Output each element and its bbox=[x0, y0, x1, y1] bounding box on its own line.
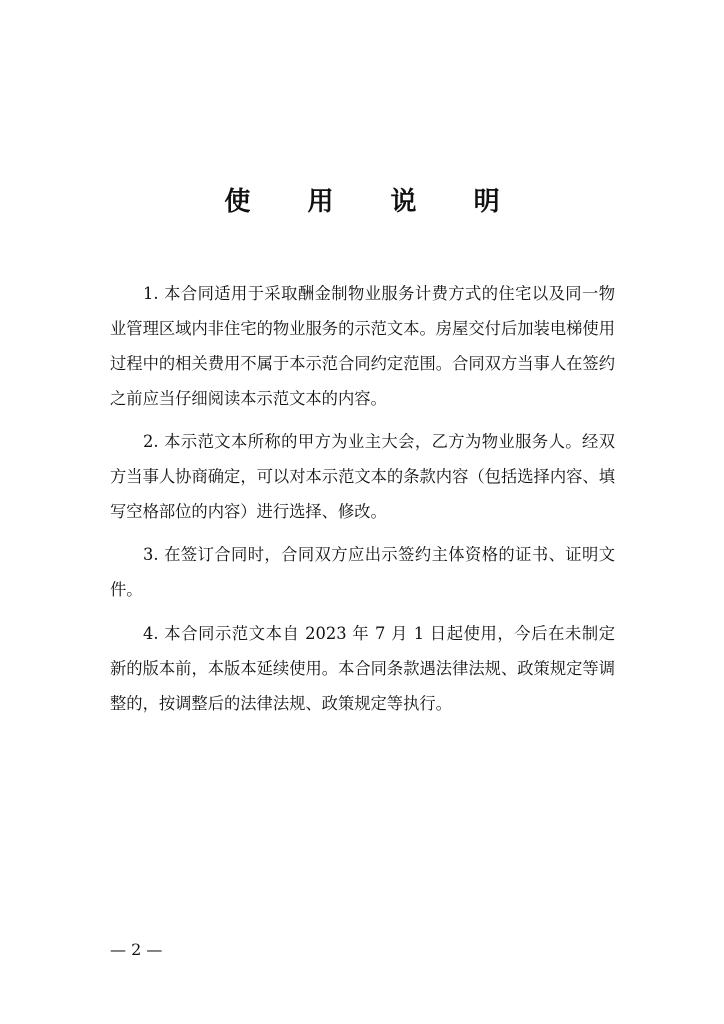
instruction-paragraph-2: 2. 本示范文本所称的甲方为业主大会，乙方为物业服务人。经双方当事人协商确定，可以对本示范文本的条款内容（包括选择内容、填写空格部位的内容）进行选择、修改。 bbox=[110, 432, 615, 521]
instruction-paragraph-4: 4. 本合同示范文本自 2023 年 7 月 1 日起使用，今后在未制定新的版本前，本版本延续使用。本合同条款遇法律法规、政策规定等调整的，按调整后的法律法规、政策规定等执行。 bbox=[110, 624, 615, 713]
instruction-paragraph-1: 1. 本合同适用于采取酬金制物业服务计费方式的住宅以及同一物业管理区域内非住宅的物业服务的示范文本。房屋交付后加装电梯使用过程中的相关费用不属于本示范合同约定范围。合同双方当事人在签约之前应当仔细阅读本示范文本的内容。 bbox=[110, 284, 615, 408]
instruction-paragraph-3: 3. 在签订合同时，合同双方应出示签约主体资格的证书、证明文件。 bbox=[110, 545, 615, 599]
page-title: 使 用 说 明 bbox=[224, 187, 524, 217]
page-number: — 2 — bbox=[110, 940, 163, 959]
